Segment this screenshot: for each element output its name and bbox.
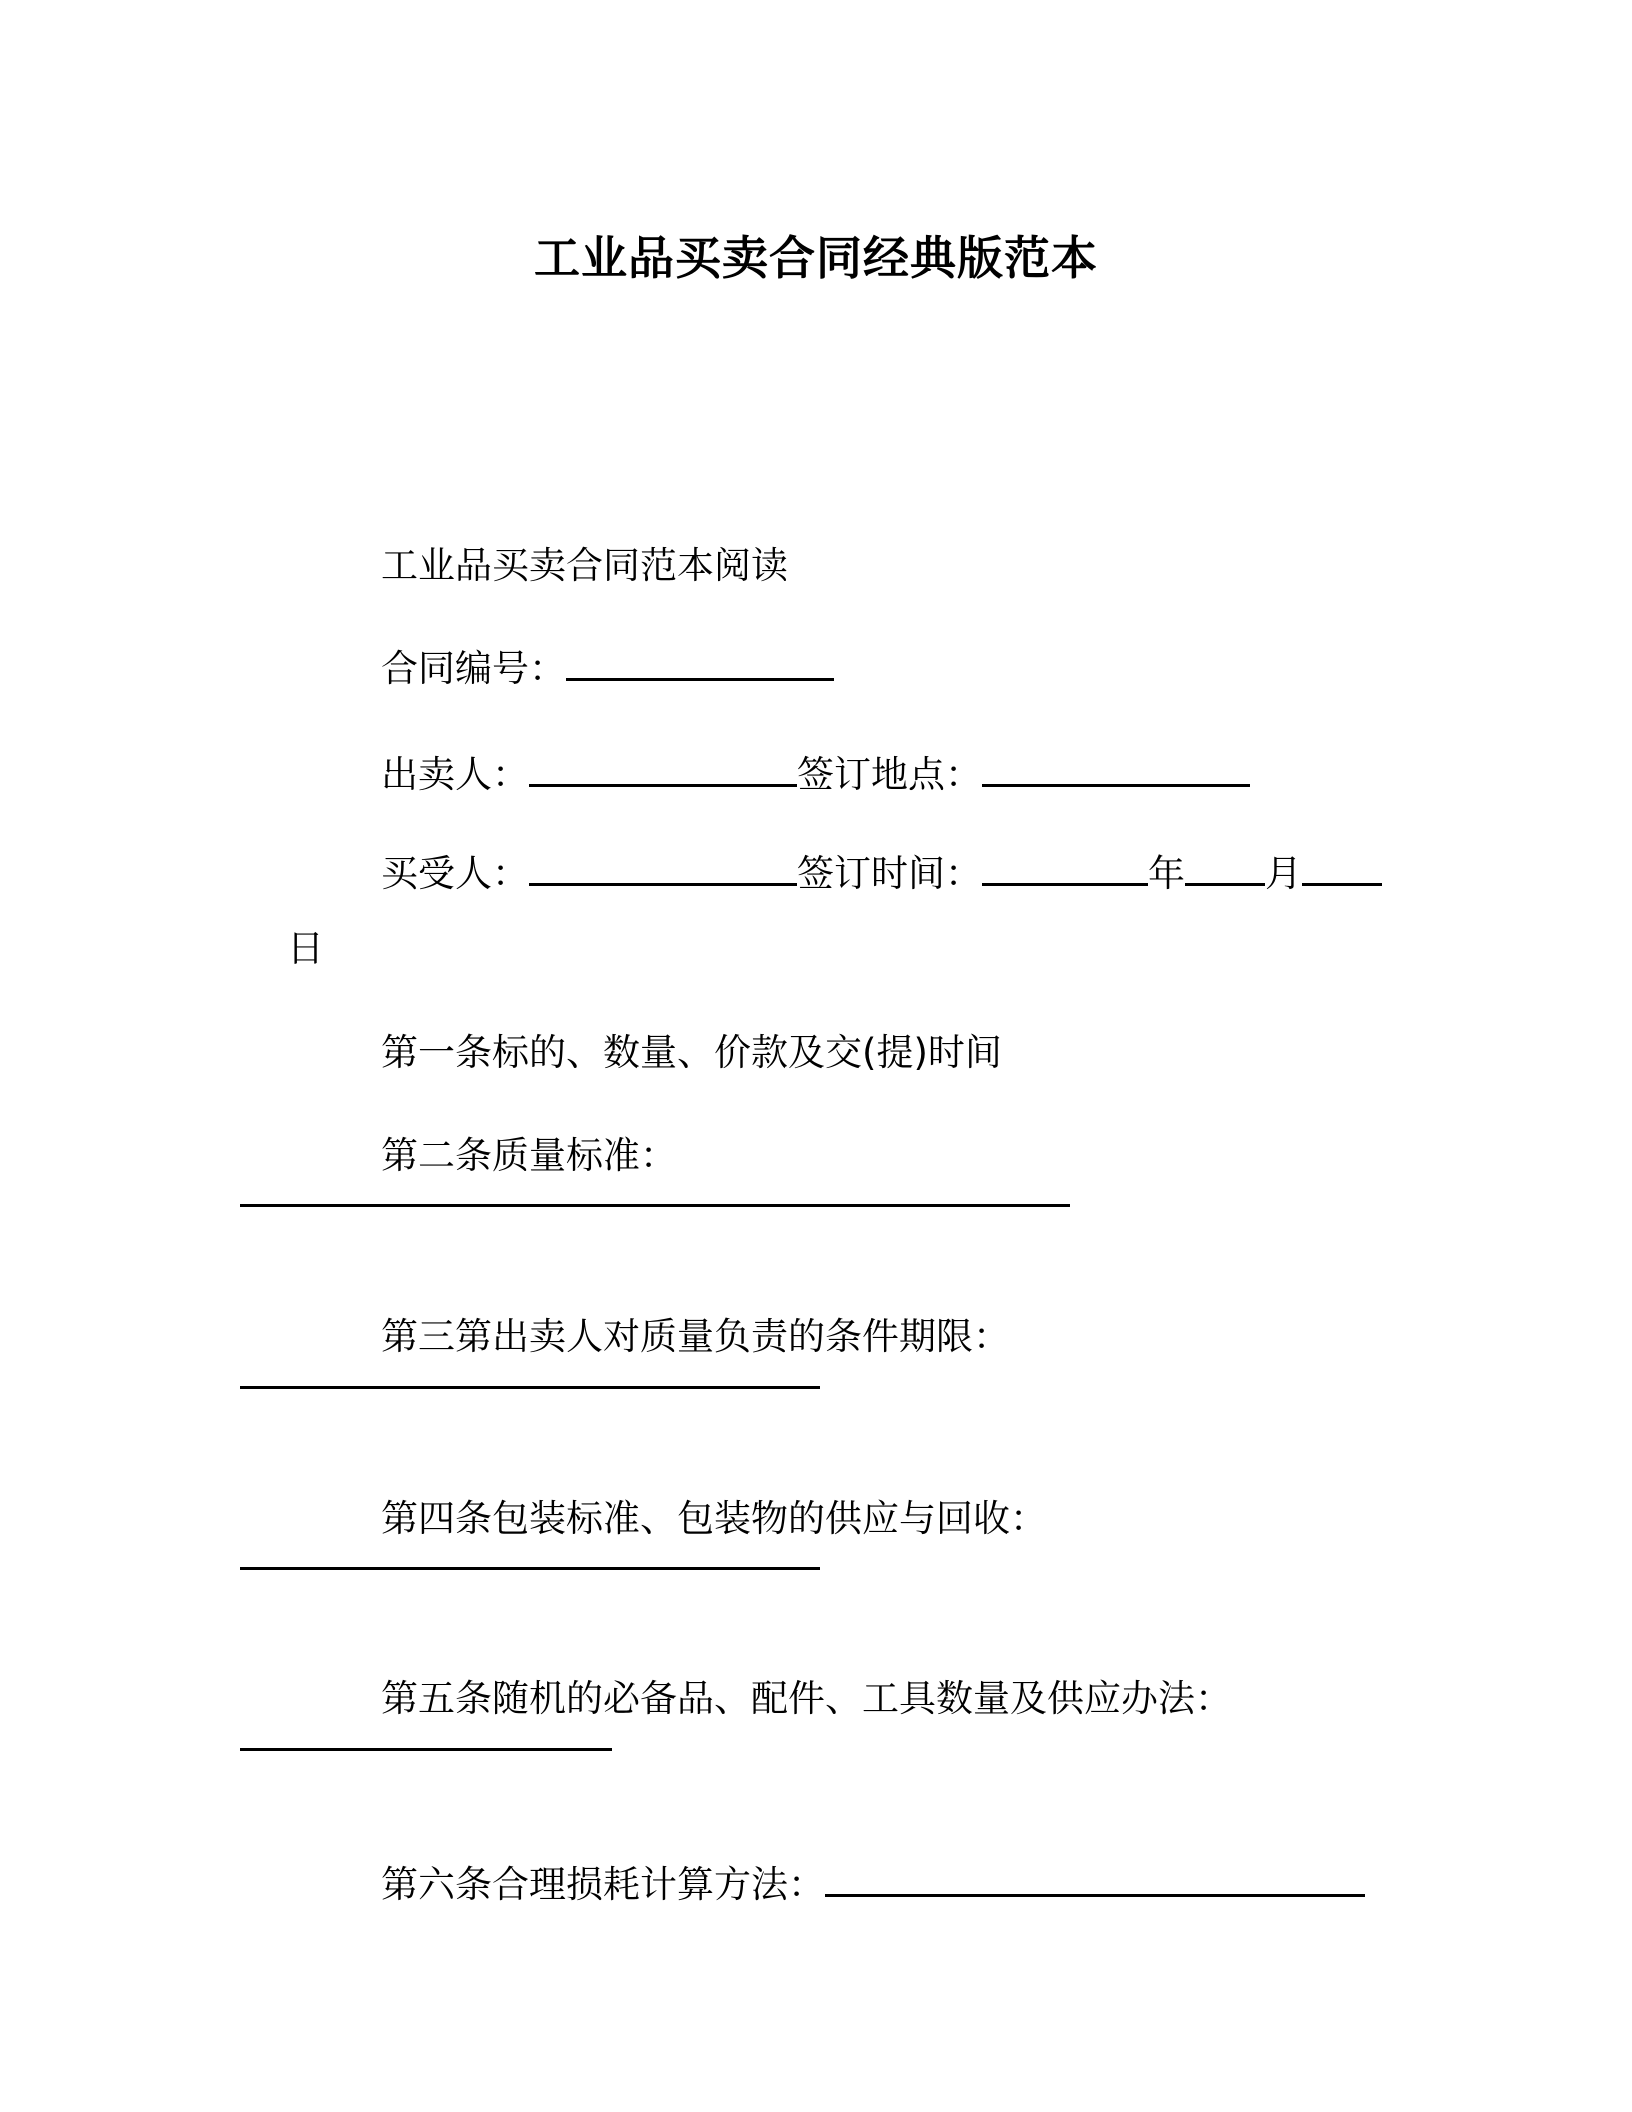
day-label: 日 <box>287 927 325 970</box>
article-3-text: 第三第出卖人对质量负责的条件期限： <box>381 1315 1011 1358</box>
sign-place-blank[interactable] <box>982 754 1250 787</box>
article-4-blank[interactable] <box>240 1567 820 1570</box>
article-2-blank[interactable] <box>240 1204 1070 1207</box>
sign-time-label: 签订时间： <box>797 852 983 895</box>
buyer-label: 买受人： <box>381 852 530 895</box>
article-1-text: 第一条标的、数量、价款及交(提)时间 <box>381 1031 1002 1074</box>
article-3-blank[interactable] <box>240 1386 820 1389</box>
article-6-blank[interactable] <box>825 1864 1365 1897</box>
article-6 <box>334 1816 1365 1954</box>
contract-number-blank[interactable] <box>566 648 834 681</box>
article-2-text: 第二条质量标准： <box>381 1134 678 1177</box>
article-5-text: 第五条随机的必备品、配件、工具数量及供应办法： <box>381 1677 1233 1720</box>
seller-blank[interactable] <box>529 754 797 787</box>
article-4-text: 第四条包装标准、包装物的供应与回收： <box>381 1497 1048 1540</box>
article-6-text: 第六条合理损耗计算方法： <box>381 1863 826 1906</box>
buyer-blank[interactable] <box>529 853 797 886</box>
month-blank[interactable] <box>1185 853 1265 886</box>
day-blank[interactable] <box>1302 853 1382 886</box>
document-title: 工业品买卖合同经典版范本 <box>534 231 1098 285</box>
sign-place-label: 签订地点： <box>797 753 983 796</box>
contract-number-label: 合同编号： <box>381 647 567 690</box>
seller-label: 出卖人： <box>381 753 530 796</box>
day-line <box>240 880 324 1018</box>
buyer-line <box>334 805 1382 943</box>
article-5-blank[interactable] <box>240 1748 612 1751</box>
subtitle-text: 工业品买卖合同范本阅读 <box>381 544 789 587</box>
year-blank[interactable] <box>982 853 1148 886</box>
month-label: 月 <box>1265 852 1303 895</box>
year-label: 年 <box>1148 852 1186 895</box>
